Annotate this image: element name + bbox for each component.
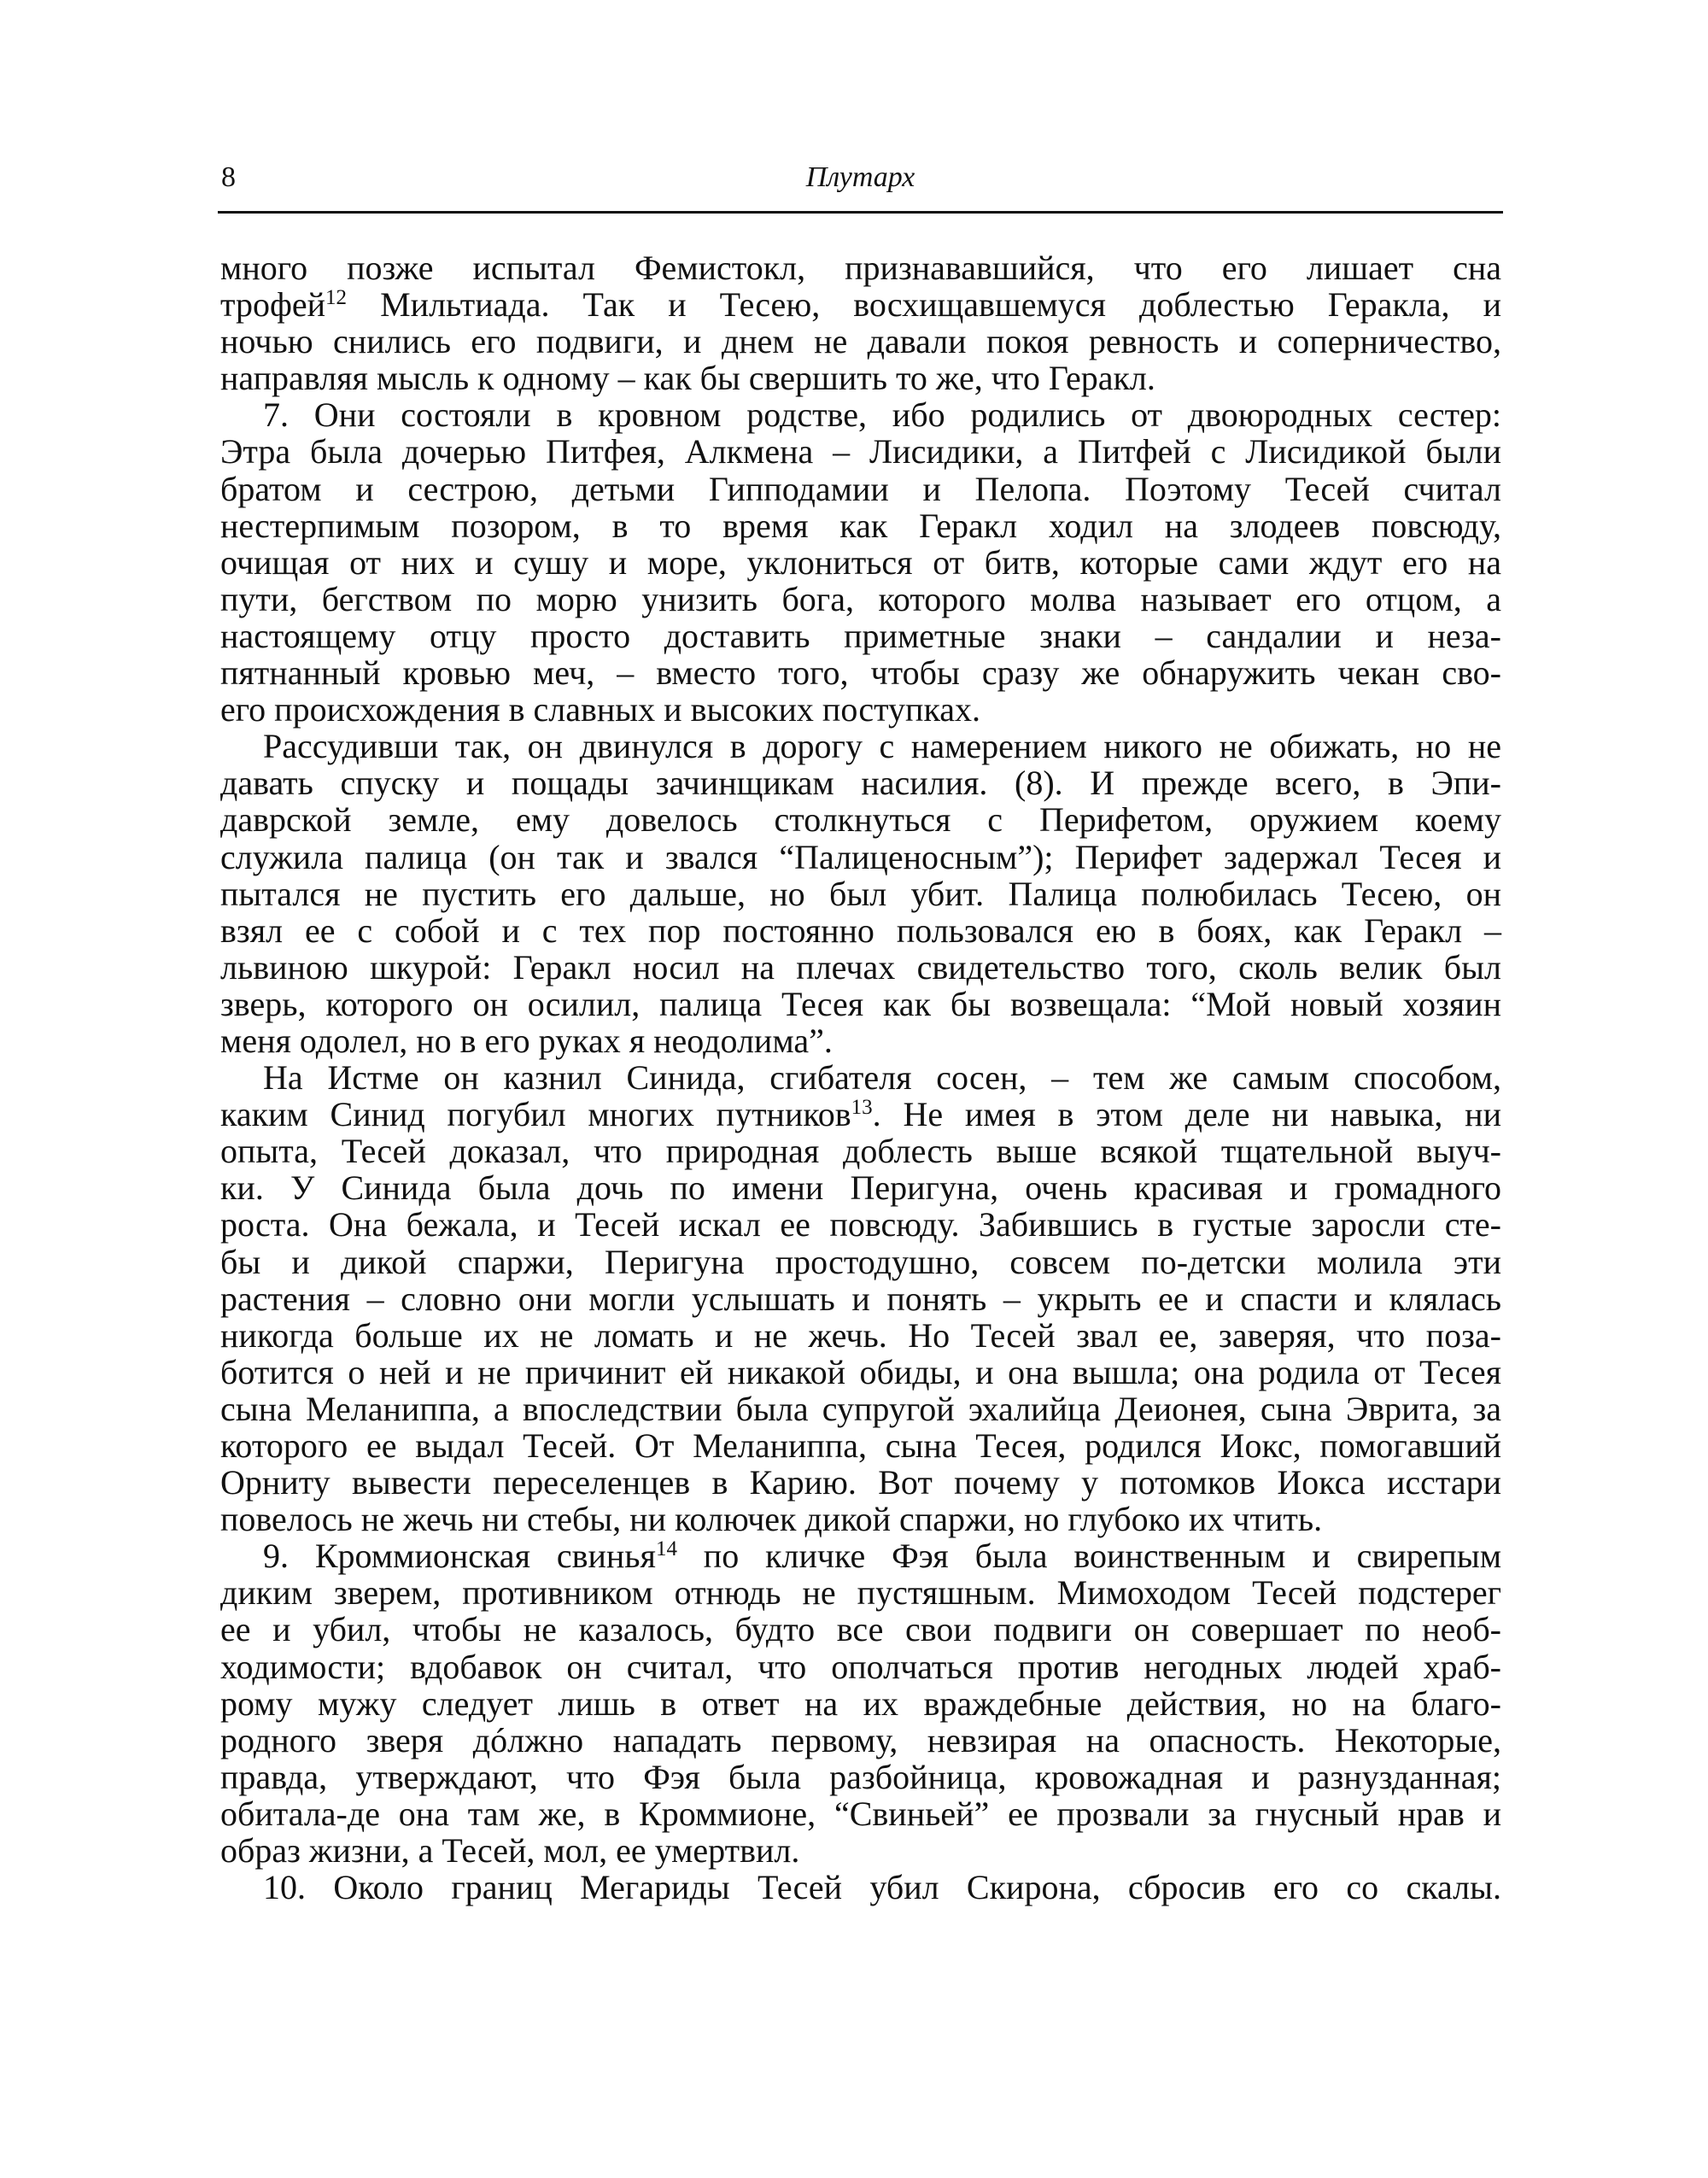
text-line xyxy=(220,1022,1501,1059)
text-line xyxy=(220,1169,1501,1206)
text-line xyxy=(220,1869,1501,1906)
text-line xyxy=(220,875,1501,912)
text-line-content: меня одолел, но в его руках я неодолима”. xyxy=(220,1021,833,1060)
text-line-content: сына Меланиппа, а впоследствии была супругой эхалийца Деионея, сына Эврита, за xyxy=(220,1389,1501,1428)
text-line xyxy=(220,1648,1501,1685)
text-line xyxy=(220,1795,1501,1832)
text-line-content: Орниту вывести переселенцев в Карию. Вот почему у потомков Иокса исстари xyxy=(220,1463,1501,1502)
text-line xyxy=(220,654,1501,691)
text-line-content: 7. Они состояли в кровном родстве, ибо родились от двоюродных сестер: xyxy=(263,395,1501,435)
text-line xyxy=(220,1133,1501,1169)
text-line xyxy=(220,1317,1501,1354)
text-line-content: даврской земле, ему довелось столкнуться с Перифетом, оружием коему xyxy=(220,800,1501,840)
text-line-content: опыта, Тесей доказал, что природная доблесть выше всякой тщательной выуч- xyxy=(220,1132,1501,1171)
text-line-content: ходимости; вдобавок он считал, что ополчаться против негодных людей храб- xyxy=(220,1647,1501,1686)
text-line xyxy=(220,323,1501,360)
text-line xyxy=(220,1722,1501,1759)
text-line xyxy=(220,286,1501,323)
text-line-content: направляя мысль к одному – как бы свершить то же, что Геракл. xyxy=(220,359,1155,398)
text-line xyxy=(220,1206,1501,1243)
text-line-content: 10. Около границ Мегариды Тесей убил Скирона, сбросив его со скалы. xyxy=(263,1868,1501,1907)
text-line-content: его происхождения в славных и высоких поступках. xyxy=(220,690,981,729)
text-line xyxy=(220,1611,1501,1648)
text-line-content: образ жизни, а Тесей, мол, ее умертвил. xyxy=(220,1831,800,1871)
text-line xyxy=(220,581,1501,618)
text-line-content: нестерпимым позором, в то время как Геракл ходил на злодеев повсюду, xyxy=(220,506,1501,545)
text-line-content: роста. Она бежала, и Тесей искал ее повсюду. Забившись в густые заросли сте- xyxy=(220,1205,1501,1244)
text-line xyxy=(220,764,1501,801)
text-line-content: никогда больше их не ломать и не жечь. Но Тесей звал ее, заверяя, что поза- xyxy=(220,1315,1501,1355)
text-line-content: ки. У Синида была дочь по имени Перигуна, очень красивая и громадного xyxy=(220,1168,1501,1208)
body-text xyxy=(220,249,1501,1906)
text-line-content: ночью снились его подвиги, и днем не давали покоя ревность и соперничество, xyxy=(220,322,1501,361)
text-line-content: очищая от них и сушу и море, уклониться от битв, которые сами ждут его на xyxy=(220,542,1501,582)
text-line xyxy=(220,1096,1501,1133)
text-line-content: На Истме он казнил Синида, сгибателя сосен, – тем же самым способом, xyxy=(263,1058,1501,1098)
text-line-content: каким Синид погубил многих путников xyxy=(220,1095,851,1134)
text-line xyxy=(220,360,1501,396)
text-line-content: 9. Кроммионская свинья xyxy=(263,1537,656,1576)
text-line-content: бы и дикой спаржи, Перигуна простодушно, совсем по-детски молила эти xyxy=(220,1242,1501,1281)
text-line-content: растения – словно они могли услышать и понять – укрыть ее и спасти и клялась xyxy=(220,1279,1501,1318)
text-line-content: зверь, которого он осилил, палица Тесея как бы возвещала: “Мой новый хозяин xyxy=(220,984,1501,1023)
text-line xyxy=(220,1501,1501,1537)
text-line-continuation: . Не имея в этом деле ни навыка, ни xyxy=(872,1095,1501,1134)
text-line-content: рому мужу следует лишь в ответ на их враждебные действия, но на благо- xyxy=(220,1683,1501,1723)
text-line xyxy=(220,1574,1501,1611)
text-line xyxy=(220,1537,1501,1574)
text-line xyxy=(220,433,1501,470)
text-line-content: родного зверя дóлжно нападать первому, невзирая на опасность. Некоторые, xyxy=(220,1720,1501,1759)
text-line xyxy=(220,986,1501,1022)
text-line-content: львиною шкурой: Геракл носил на плечах свидетельство того, сколь велик был xyxy=(220,947,1501,987)
text-line xyxy=(220,1244,1501,1280)
text-line-content: взял ее с собой и с тех пор постоянно пользовался ею в боях, как Геракл – xyxy=(220,910,1501,950)
text-line-content: много позже испытал Фемистокл, признававшийся, что его лишает сна xyxy=(220,249,1501,287)
text-line-continuation: Мильтиада. Так и Тесею, восхищавшемуся доблестью Геракла, и xyxy=(347,285,1501,325)
text-line-content: правда, утверждают, что Фэя была разбойница, кровожадная и разнузданная; xyxy=(220,1757,1501,1796)
text-line-content: ботится о ней и не причинит ей никакой обиды, и она вышла; она родила от Тесея xyxy=(220,1352,1501,1391)
header-title: Плутарх xyxy=(805,161,915,193)
text-line xyxy=(220,544,1501,581)
text-line xyxy=(220,912,1501,949)
text-line-content: пятнанный кровью меч, – вместо того, чтобы сразу же обнаружить чекан сво- xyxy=(220,653,1501,693)
text-line-content: пытался не пустить его дальше, но был убит. Палица полюбилась Тесею, он xyxy=(220,874,1501,913)
footnote-ref: 14 xyxy=(655,1537,677,1561)
text-line-content: трофей xyxy=(220,285,326,325)
text-line-content: диким зверем, противником отнюдь не пустяшным. Мимоходом Тесей подстерег xyxy=(220,1573,1501,1613)
text-line-continuation: по кличке Фэя была воинственным и свирепым xyxy=(676,1537,1502,1576)
text-line xyxy=(220,249,1501,286)
text-line xyxy=(220,691,1501,728)
text-line xyxy=(220,1059,1501,1096)
text-line xyxy=(220,1427,1501,1464)
text-line xyxy=(220,1354,1501,1391)
text-line-content: братом и сестрою, детьми Гипподамии и Пелопа. Поэтому Тесей считал xyxy=(220,469,1501,508)
running-head xyxy=(218,161,1503,205)
text-line xyxy=(220,396,1501,433)
text-line-content: ее и убил, чтобы не казалось, будто все свои подвиги он совершает по необ- xyxy=(220,1610,1501,1649)
text-line xyxy=(220,618,1501,654)
header-rule xyxy=(218,211,1503,214)
text-line xyxy=(220,1832,1501,1869)
text-line xyxy=(220,728,1501,764)
text-line-content: служила палица (он так и звался “Палиценосным”); Перифет задержал Тесея и xyxy=(220,837,1501,876)
text-line-content: давать спуску и пощады зачинщикам насилия. (8). И прежде всего, в Эпи- xyxy=(220,764,1501,803)
text-line xyxy=(220,1280,1501,1317)
text-line xyxy=(220,949,1501,986)
text-line xyxy=(220,839,1501,875)
text-line-content: повелось не жечь ни стебы, ни колючек дикой спаржи, но глубоко их чтить. xyxy=(220,1500,1323,1539)
text-line xyxy=(220,1464,1501,1501)
text-line xyxy=(220,507,1501,544)
text-line-content: которого ее выдал Тесей. От Меланиппа, сына Тесея, родился Иокс, помогавший xyxy=(220,1426,1501,1465)
text-line-content: пути, бегством по морю унизить бога, которого молва называет его отцом, а xyxy=(220,579,1501,618)
footnote-ref: 12 xyxy=(325,286,348,310)
text-line xyxy=(220,471,1501,507)
text-line xyxy=(220,1759,1501,1795)
text-line xyxy=(220,801,1501,838)
page-number: 8 xyxy=(221,161,236,193)
text-line-content: настоящему отцу просто доставить приметные знаки – сандалии и неза- xyxy=(220,616,1501,655)
text-line xyxy=(220,1685,1501,1722)
text-line-content: Этра была дочерью Питфея, Алкмена – Лисидики, а Питфей с Лисидикой были xyxy=(220,432,1501,471)
text-line-content: Рассудивши так, он двинулся в дорогу с намерением никого не обижать, но не xyxy=(263,727,1501,766)
text-line xyxy=(220,1391,1501,1427)
footnote-ref: 13 xyxy=(851,1096,873,1120)
text-line-content: обитала-де она там же, в Кроммионе, “Свиньей” ее прозвали за гнусный нрав и xyxy=(220,1794,1501,1833)
